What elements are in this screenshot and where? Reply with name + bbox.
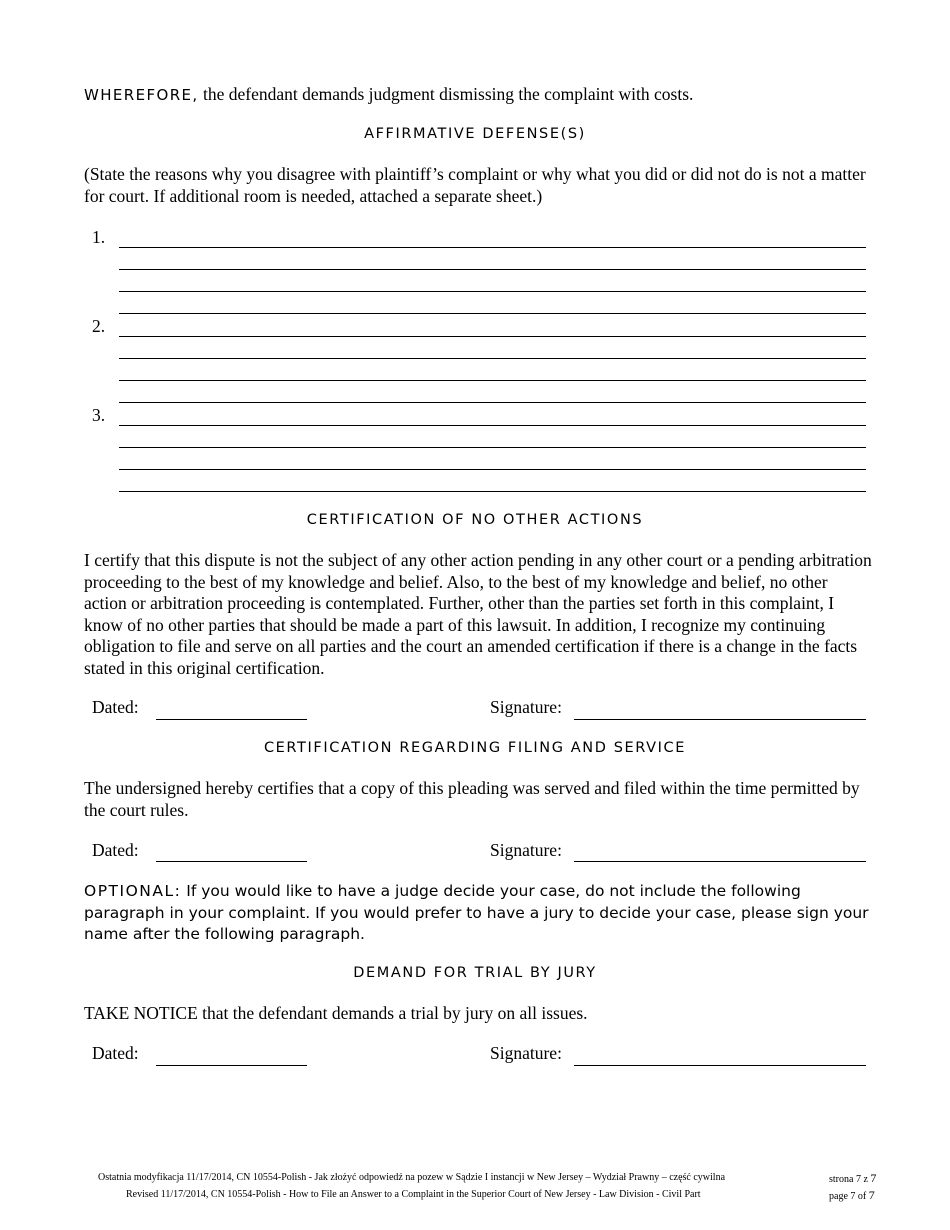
footer-page-pl-prefix: strona 7 z bbox=[829, 1174, 871, 1185]
footer-page-pl-total: 7 bbox=[870, 1171, 877, 1185]
signature-field-1[interactable] bbox=[574, 719, 866, 720]
footer-english-revision: Revised 11/17/2014, CN 10554-Polish - How to File an Answer to a Complaint in the Superior Court of New Jersey - Law Division - Civil Part bbox=[126, 1189, 701, 1200]
defense-3-line-4[interactable] bbox=[119, 491, 866, 492]
wherefore-paragraph bbox=[84, 84, 874, 107]
wherefore-lead: WHEREFORE, bbox=[84, 86, 199, 104]
defense-number-2: 2. bbox=[92, 316, 106, 336]
defense-number-1: 1. bbox=[92, 227, 106, 247]
defense-1-line-3[interactable] bbox=[119, 291, 866, 292]
footer-page-en-total: 7 bbox=[868, 1188, 875, 1202]
affirmative-defenses-heading: AFFIRMATIVE DEFENSE(S) bbox=[364, 126, 586, 142]
dated-field-2[interactable] bbox=[156, 861, 307, 862]
dated-field-1[interactable] bbox=[156, 719, 307, 720]
wherefore-text: the defendant demands judgment dismissing the complaint with costs. bbox=[198, 84, 694, 104]
optional-text: If you would like to have a judge decide your case, do not include the following paragraph in your complaint. If you would prefer to have a jury to decide your case, please sign your name after the following paragraph. bbox=[84, 882, 869, 943]
signature-field-2[interactable] bbox=[574, 861, 866, 862]
dated-field-3[interactable] bbox=[156, 1065, 307, 1066]
signature-field-3[interactable] bbox=[574, 1065, 866, 1066]
jury-demand-heading: DEMAND FOR TRIAL BY JURY bbox=[353, 965, 597, 981]
signature-label-2: Signature: bbox=[490, 840, 562, 860]
affirmative-instructions: (State the reasons why you disagree with plaintiff’s complaint or why what you did or did not do is not a matter for court. If additional room is needed, attached a separate sheet.) bbox=[84, 164, 866, 206]
defense-1-line-4[interactable] bbox=[119, 313, 866, 314]
dated-label-1: Dated: bbox=[92, 697, 139, 717]
defense-2-line-4[interactable] bbox=[119, 402, 866, 403]
footer-page-en-prefix: page 7 of bbox=[829, 1191, 869, 1202]
footer-polish-revision: Ostatnia modyfikacja 11/17/2014, CN 10554-Polish - Jak złożyć odpowiedź na pozew w Sądzie I instancji w New Jersey – Wydział Prawny – część cywilna bbox=[98, 1172, 726, 1183]
cert-no-other-actions-heading: CERTIFICATION OF NO OTHER ACTIONS bbox=[306, 512, 644, 528]
defense-3-line-2[interactable] bbox=[119, 447, 866, 448]
defense-2-line-1[interactable] bbox=[119, 336, 866, 337]
defense-2-line-2[interactable] bbox=[119, 358, 866, 359]
signature-label-3: Signature: bbox=[490, 1043, 562, 1063]
footer-page-en bbox=[829, 1189, 875, 1203]
cert-filing-service-heading: CERTIFICATION REGARDING FILING AND SERVICE bbox=[263, 740, 687, 756]
defense-1-line-2[interactable] bbox=[119, 269, 866, 270]
dated-label-2: Dated: bbox=[92, 840, 139, 860]
cert-filing-service-text: The undersigned hereby certifies that a copy of this pleading was served and filed within the time permitted by the court rules. bbox=[84, 778, 860, 820]
cert-no-other-actions-text: I certify that this dispute is not the subject of any other action pending in any other court or a pending arbitration proceeding to the best of my knowledge and belief. Also, to the best of my knowledge and belief, no other action or arbitration proceeding is contemplated. Further, other than the parties set forth in this complaint, I know of no other parties that should be made a part of this lawsuit. In addition, I recognize my continuing obligation to file and serve on all parties and the court an amended certification if there is a change in the facts stated in this original certification. bbox=[84, 550, 872, 678]
defense-3-line-1[interactable] bbox=[119, 425, 866, 426]
defense-2-line-3[interactable] bbox=[119, 380, 866, 381]
optional-note bbox=[84, 881, 874, 946]
footer-page-pl bbox=[829, 1172, 876, 1186]
defense-1-line-1[interactable] bbox=[119, 247, 866, 248]
optional-lead: OPTIONAL: bbox=[84, 882, 182, 900]
defense-number-3: 3. bbox=[92, 405, 106, 425]
defense-3-line-3[interactable] bbox=[119, 469, 866, 470]
dated-label-3: Dated: bbox=[92, 1043, 139, 1063]
signature-label-1: Signature: bbox=[490, 697, 562, 717]
jury-demand-text: TAKE NOTICE that the defendant demands a trial by jury on all issues. bbox=[84, 1003, 588, 1023]
